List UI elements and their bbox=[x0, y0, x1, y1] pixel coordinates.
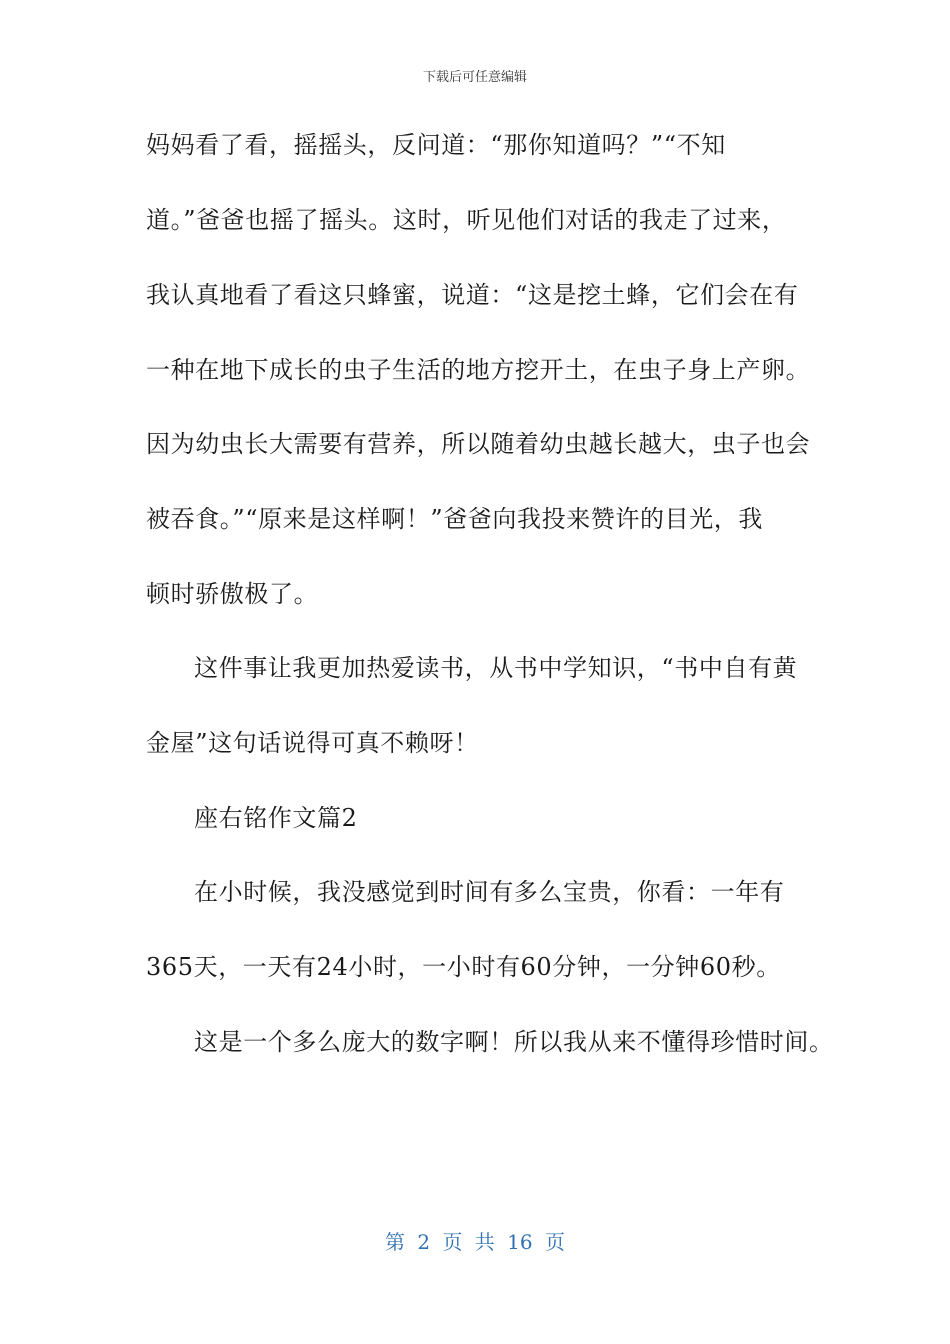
paragraph-line: 在小时候，我没感觉到时间有多么宝贵，你看：一年有 bbox=[194, 878, 785, 906]
paragraph-line: 被吞食。”“原来是这样啊！”爸爸向我投来赞许的目光，我 bbox=[146, 505, 764, 533]
paragraph-line: 这是一个多么庞大的数字啊！所以我从来不懂得珍惜时间。 bbox=[194, 1028, 834, 1056]
paragraph-line: 顿时骄傲极了。 bbox=[146, 580, 319, 608]
paragraph-line: 因为幼虫长大需要有营养，所以随着幼虫越长越大，虫子也会 bbox=[146, 430, 811, 458]
paragraph-line: 这件事让我更加热爱读书，从书中学知识，“书中自有黄 bbox=[194, 654, 798, 682]
paragraph-line: 365天，一天有24小时，一小时有60分钟，一分钟60秒。 bbox=[146, 953, 781, 981]
page-header: 下载后可任意编辑 bbox=[422, 70, 527, 85]
paragraph-line: 一种在地下成长的虫子生活的地方挖开土，在虫子身上产卵。 bbox=[146, 356, 811, 384]
paragraph-line: 妈妈看了看，摇摇头，反问道：“那你知道吗？”“不知 bbox=[146, 131, 726, 159]
paragraph-line: 金屋”这句话说得可真不赖呀！ bbox=[146, 729, 479, 757]
section-heading: 座右铭作文篇2 bbox=[194, 804, 358, 832]
paragraph-line: 我认真地看了看这只蜂蜜，说道：“这是挖土蜂，它们会在有 bbox=[146, 281, 799, 309]
page-footer: 第 2 页 共 16 页 bbox=[385, 1230, 565, 1254]
paragraph-line: 道。”爸爸也摇了摇头。这时，听见他们对话的我走了过来， bbox=[146, 206, 787, 234]
